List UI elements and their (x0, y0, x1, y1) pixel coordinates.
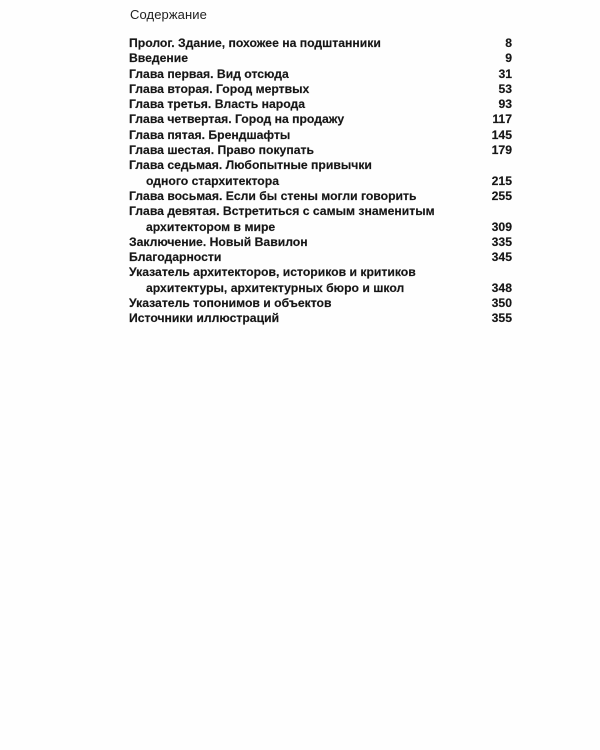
toc-entry-page-number: 215 (491, 173, 512, 188)
toc-entry-title: Глава третья. Власть народа (129, 97, 306, 112)
toc-entry (129, 296, 512, 311)
toc-entry (129, 82, 512, 97)
toc-entry-page-number: 8 (505, 36, 512, 50)
toc-entry-page-number: 9 (505, 51, 512, 66)
toc-entry (129, 250, 512, 265)
toc-entry (129, 235, 512, 250)
toc-entry-title: Введение (129, 51, 189, 66)
toc-entry-page-number: 348 (491, 280, 512, 295)
toc-entry-page-number: 145 (491, 127, 512, 142)
toc-entry (129, 143, 512, 158)
toc-entry-title: Глава восьмая. Если бы стены могли говорить (129, 188, 417, 203)
toc-entry-page-number: 53 (498, 81, 512, 96)
toc-entry-title: Глава четвертая. Город на продажу (129, 112, 345, 127)
toc-entry-title: Глава пятая. Брендшафты (129, 127, 291, 142)
toc-entry-title: Благодарности (129, 250, 222, 265)
toc-entry-page-number: 335 (491, 234, 512, 249)
toc-entry (129, 204, 512, 235)
toc-entry-page-number: 93 (498, 97, 512, 112)
toc-entry-title: Источники иллюстраций (129, 311, 280, 326)
toc-entry-title: Глава первая. Вид отсюда (129, 66, 289, 81)
toc-entry-title: Указатель архитекторов, историков и критиков (129, 265, 416, 280)
toc-entry-page-number: 255 (491, 188, 512, 203)
toc-entry (129, 97, 512, 112)
toc-entry-title: Глава вторая. Город мертвых (129, 81, 310, 96)
toc-entry-title-continuation: архитектуры, архитектурных бюро и школ (146, 280, 405, 295)
toc-entry-page-number: 345 (491, 250, 512, 265)
toc-entry (129, 51, 512, 66)
toc-entry-page-number: 117 (492, 112, 512, 127)
toc-entry-page-number: 179 (491, 143, 512, 158)
toc-entry-page-number: 355 (491, 311, 512, 326)
toc-entry-page-number: 309 (491, 219, 512, 234)
toc-entry-page-number: 31 (498, 66, 512, 81)
toc-entry-title: Глава седьмая. Любопытные привычки (129, 158, 372, 173)
toc-entry-title: Пролог. Здание, похожее на подштанники (129, 36, 381, 50)
toc-entry (129, 189, 512, 204)
table-of-contents (129, 36, 512, 327)
toc-entry-title: Глава шестая. Право покупать (129, 143, 314, 158)
toc-entry (129, 128, 512, 143)
toc-entry-title-continuation: архитектором в мире (146, 219, 276, 234)
toc-entry-title: Заключение. Новый Вавилон (129, 234, 308, 249)
toc-entry (129, 158, 512, 189)
toc-entry (129, 311, 512, 326)
toc-entry (129, 67, 512, 82)
toc-entry-page-number: 350 (491, 296, 512, 311)
toc-entry (129, 36, 512, 51)
toc-entry-title: Указатель топонимов и объектов (129, 296, 332, 311)
toc-entry (129, 112, 512, 127)
toc-entry-title: Глава девятая. Встретиться с самым знаменитым (129, 204, 435, 219)
page-title: Содержание (130, 7, 207, 22)
toc-entry-title-continuation: одного стархитектора (146, 173, 279, 188)
toc-entry (129, 265, 512, 296)
